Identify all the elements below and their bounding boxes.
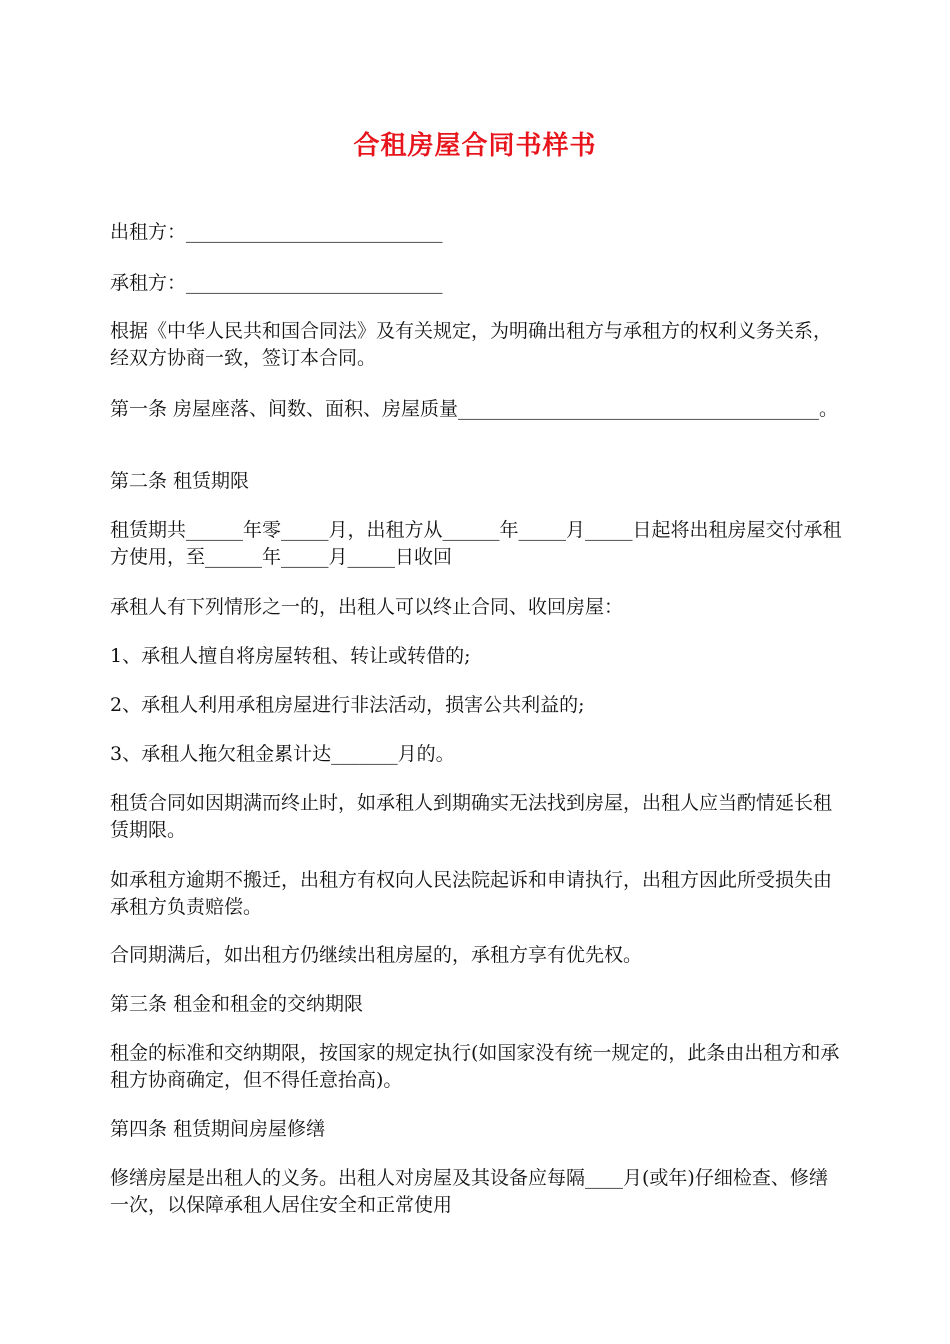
paragraph-overdue-move: 如承租方逾期不搬迁，出租方有权向人民法院起诉和申请执行，出租方因此所受损失由承租方负责赔偿。 (110, 869, 833, 918)
paragraph-lease-term: 租赁期共______年零_____月，出租方从______年_____月_____日起将出租房屋交付承租方使用，至______年_____月_____日收回 (110, 519, 842, 568)
paragraph-lessee: 承租方：___________________________ (110, 272, 443, 294)
paragraph-article-2-heading: 第二条 租赁期限 (110, 470, 250, 492)
document-title: 合租房屋合同书样书 (353, 131, 597, 161)
paragraph-article-4-heading: 第四条 租赁期间房屋修缮 (110, 1118, 326, 1140)
paragraph-repair-duty: 修缮房屋是出租人的义务。出租人对房屋及其设备应每隔____月(或年)仔细检查、修缮一次，以保障承租人居住安全和正常使用 (110, 1167, 828, 1216)
paragraph-termination-conditions: 承租人有下列情形之一的，出租人可以终止合同、收回房屋： (110, 596, 624, 618)
list-item-1: 1、承租人擅自将房屋转租、转让或转借的; (110, 645, 471, 667)
paragraph-priority-right: 合同期满后，如出租方仍继续出租房屋的，承租方享有优先权。 (110, 944, 643, 966)
list-item-2: 2、承租人利用承租房屋进行非法活动，损害公共利益的; (110, 694, 585, 716)
paragraph-extension: 租赁合同如因期满而终止时，如承租人到期确实无法找到房屋，出租人应当酌情延长租赁期限。 (110, 792, 833, 841)
paragraph-lessor: 出租方：___________________________ (110, 221, 443, 243)
paragraph-preamble: 根据《中华人民共和国合同法》及有关规定，为明确出租方与承租方的权利义务关系，经双方协商一致，签订本合同。 (110, 320, 833, 369)
paragraph-rent-standard: 租金的标准和交纳期限，按国家的规定执行(如国家没有统一规定的，此条由出租方和承租方协商确定，但不得任意抬高)。 (110, 1042, 840, 1091)
list-item-3: 3、承租人拖欠租金累计达_______月的。 (110, 743, 455, 765)
paragraph-article-1: 第一条 房屋座落、间数、面积、房屋质量______________________________________。 (110, 398, 839, 420)
paragraph-article-3-heading: 第三条 租金和租金的交纳期限 (110, 993, 364, 1015)
